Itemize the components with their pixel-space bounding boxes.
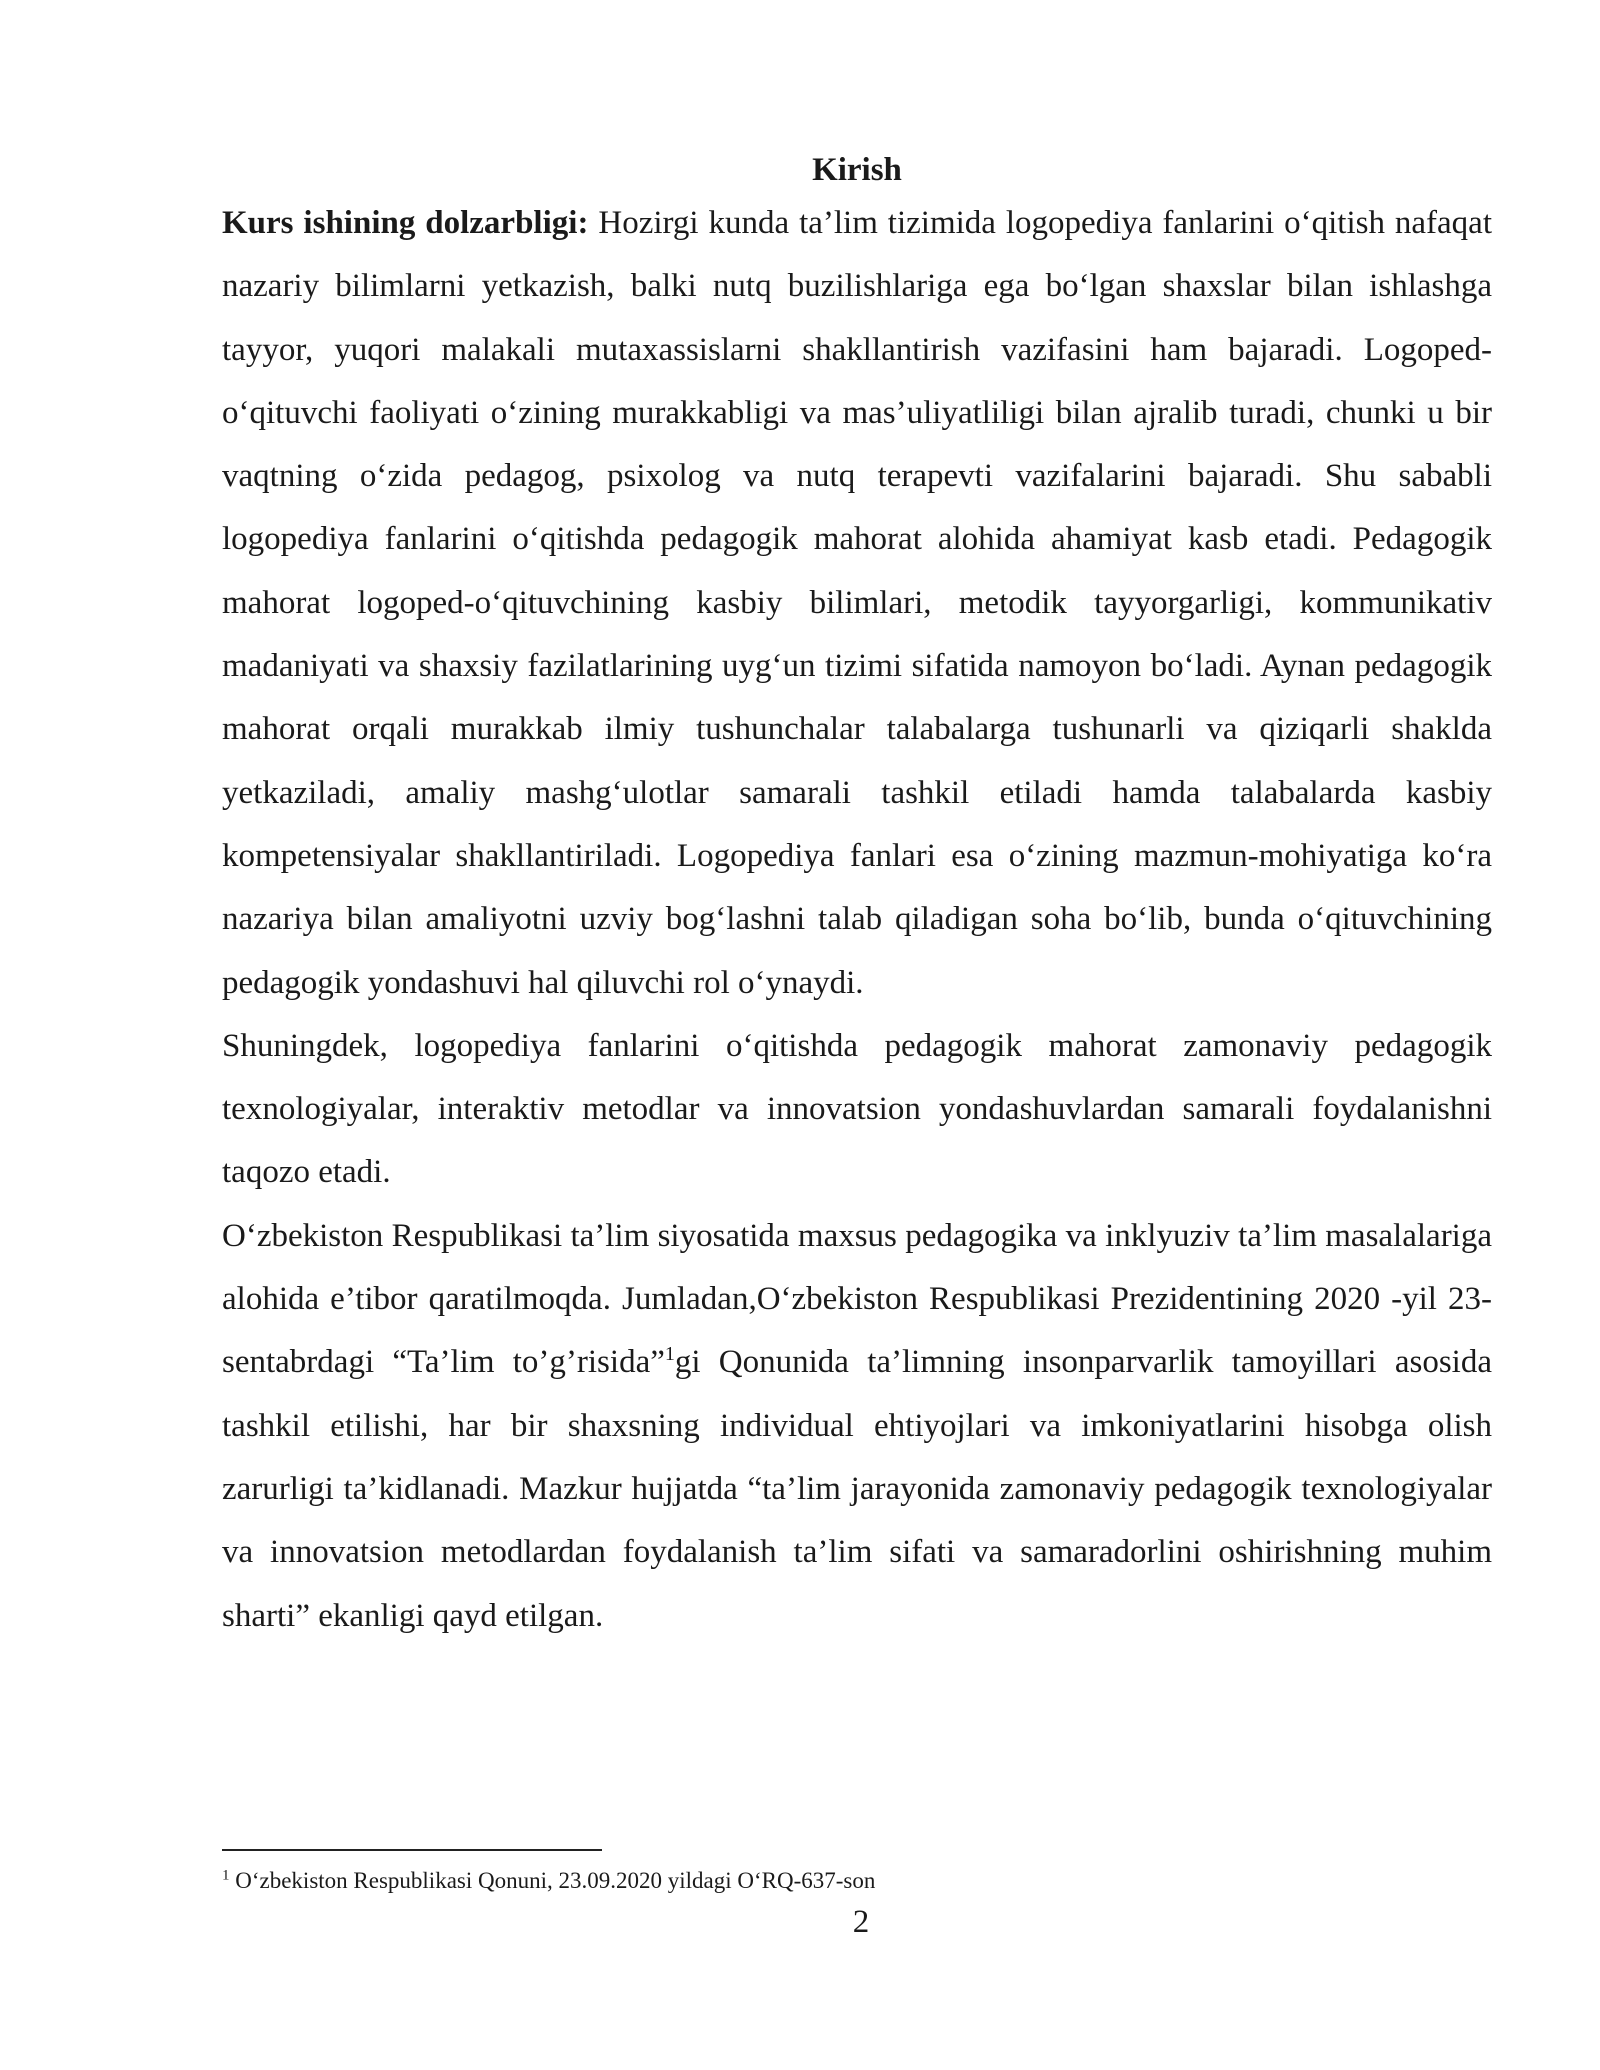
document-body bbox=[222, 148, 1492, 1648]
footnote bbox=[222, 1866, 875, 1896]
footnote-text: O‘zbekiston Respublikasi Qonuni, 23.09.2020 yildagi O‘RQ-637-son bbox=[229, 1868, 876, 1893]
paragraph-technologies: Shuningdek, logopediya fanlarini o‘qitishda pedagogik mahorat zamonaviy pedagogik texnologiyalar, interaktiv metodlar va innovatsion yondashuvlardan samarali foydalanishni taqozo etadi. bbox=[222, 1027, 1492, 1191]
paragraph-policy bbox=[222, 1205, 1492, 1648]
footnote-reference[interactable]: 1 bbox=[664, 1343, 675, 1366]
paragraph-relevance bbox=[222, 192, 1492, 1015]
paragraph-text-before-ref: O‘zbekiston Respublikasi ta’lim siyosatida maxsus pedagogika va inklyuziv ta’lim masalalariga alohida e’tibor qaratilmoqda. Jumladan,O‘zbekiston Respublikasi Prezidentining 2020 -yil 23-sentabrdagi “Ta’lim to’g’risida” bbox=[222, 1217, 1492, 1381]
paragraph-text-after-ref: gi Qonunida ta’limning insonparvarlik tamoyillari asosida tashkil etilishi, har bir shaxsning individual ehtiyojlari va imkoniyatlarini hisobga olish zarurligi ta’kidlanadi. Mazkur hujjatda “ta’lim jarayonida zamonaviy pedagogik texnologiyalar va innovatsion metodlardan foydalanish ta’lim sifati va samaradorlini oshirishning muhim sharti” ekanligi qayd etilgan. bbox=[222, 1344, 1492, 1634]
paragraph-text: Hozirgi kunda ta’lim tizimida logopediya fanlarini o‘qitish nafaqat nazariy bilimlarni yetkazish, balki nutq buzilishlariga ega bo‘lgan shaxslar bilan ishlashga tayyor, yuqori malakali mutaxassislarni shakllantirish vazifasini ham bajaradi. Logoped-o‘qituvchi faoliyati o‘zining murakkabligi va mas’uliyatliligi bilan ajralib turadi, chunki u bir vaqtning o‘zida pedagog, psixolog va nutq terapevti vazifalarini bajaradi. Shu sababli logopediya fanlarini o‘qitishda pedagogik mahorat alohida ahamiyat kasb etadi. Pedagogik mahorat logoped-o‘qituvchining kasbiy bilimlari, metodik tayyorgarligi, kommunikativ madaniyati va shaxsiy fazilatlarining uyg‘un tizimi sifatida namoyon bo‘ladi. Aynan pedagogik mahorat orqali murakkab ilmiy tushunchalar talabalarga tushunarli va qiziqarli shaklda yetkaziladi, amaliy mashg‘ulotlar samarali tashkil etiladi hamda talabalarda kasbiy kompetensiyalar shakllantiriladi. Logopediya fanlari esa o‘zining mazmun-mohiyatiga ko‘ra nazariya bilan amaliyotni uzviy bog‘lashni talab qiladigan soha bo‘lib, bunda o‘qituvchining pedagogik yondashuvi hal qiluvchi rol o‘ynaydi. bbox=[222, 205, 1492, 1001]
footnote-number: 1 bbox=[222, 1867, 230, 1884]
page-number: 2 bbox=[852, 1904, 870, 1940]
paragraph-lead: Kurs ishining dolzarbligi: bbox=[222, 205, 589, 241]
section-title: Kirish bbox=[812, 152, 902, 188]
footnote-separator bbox=[222, 1849, 602, 1851]
